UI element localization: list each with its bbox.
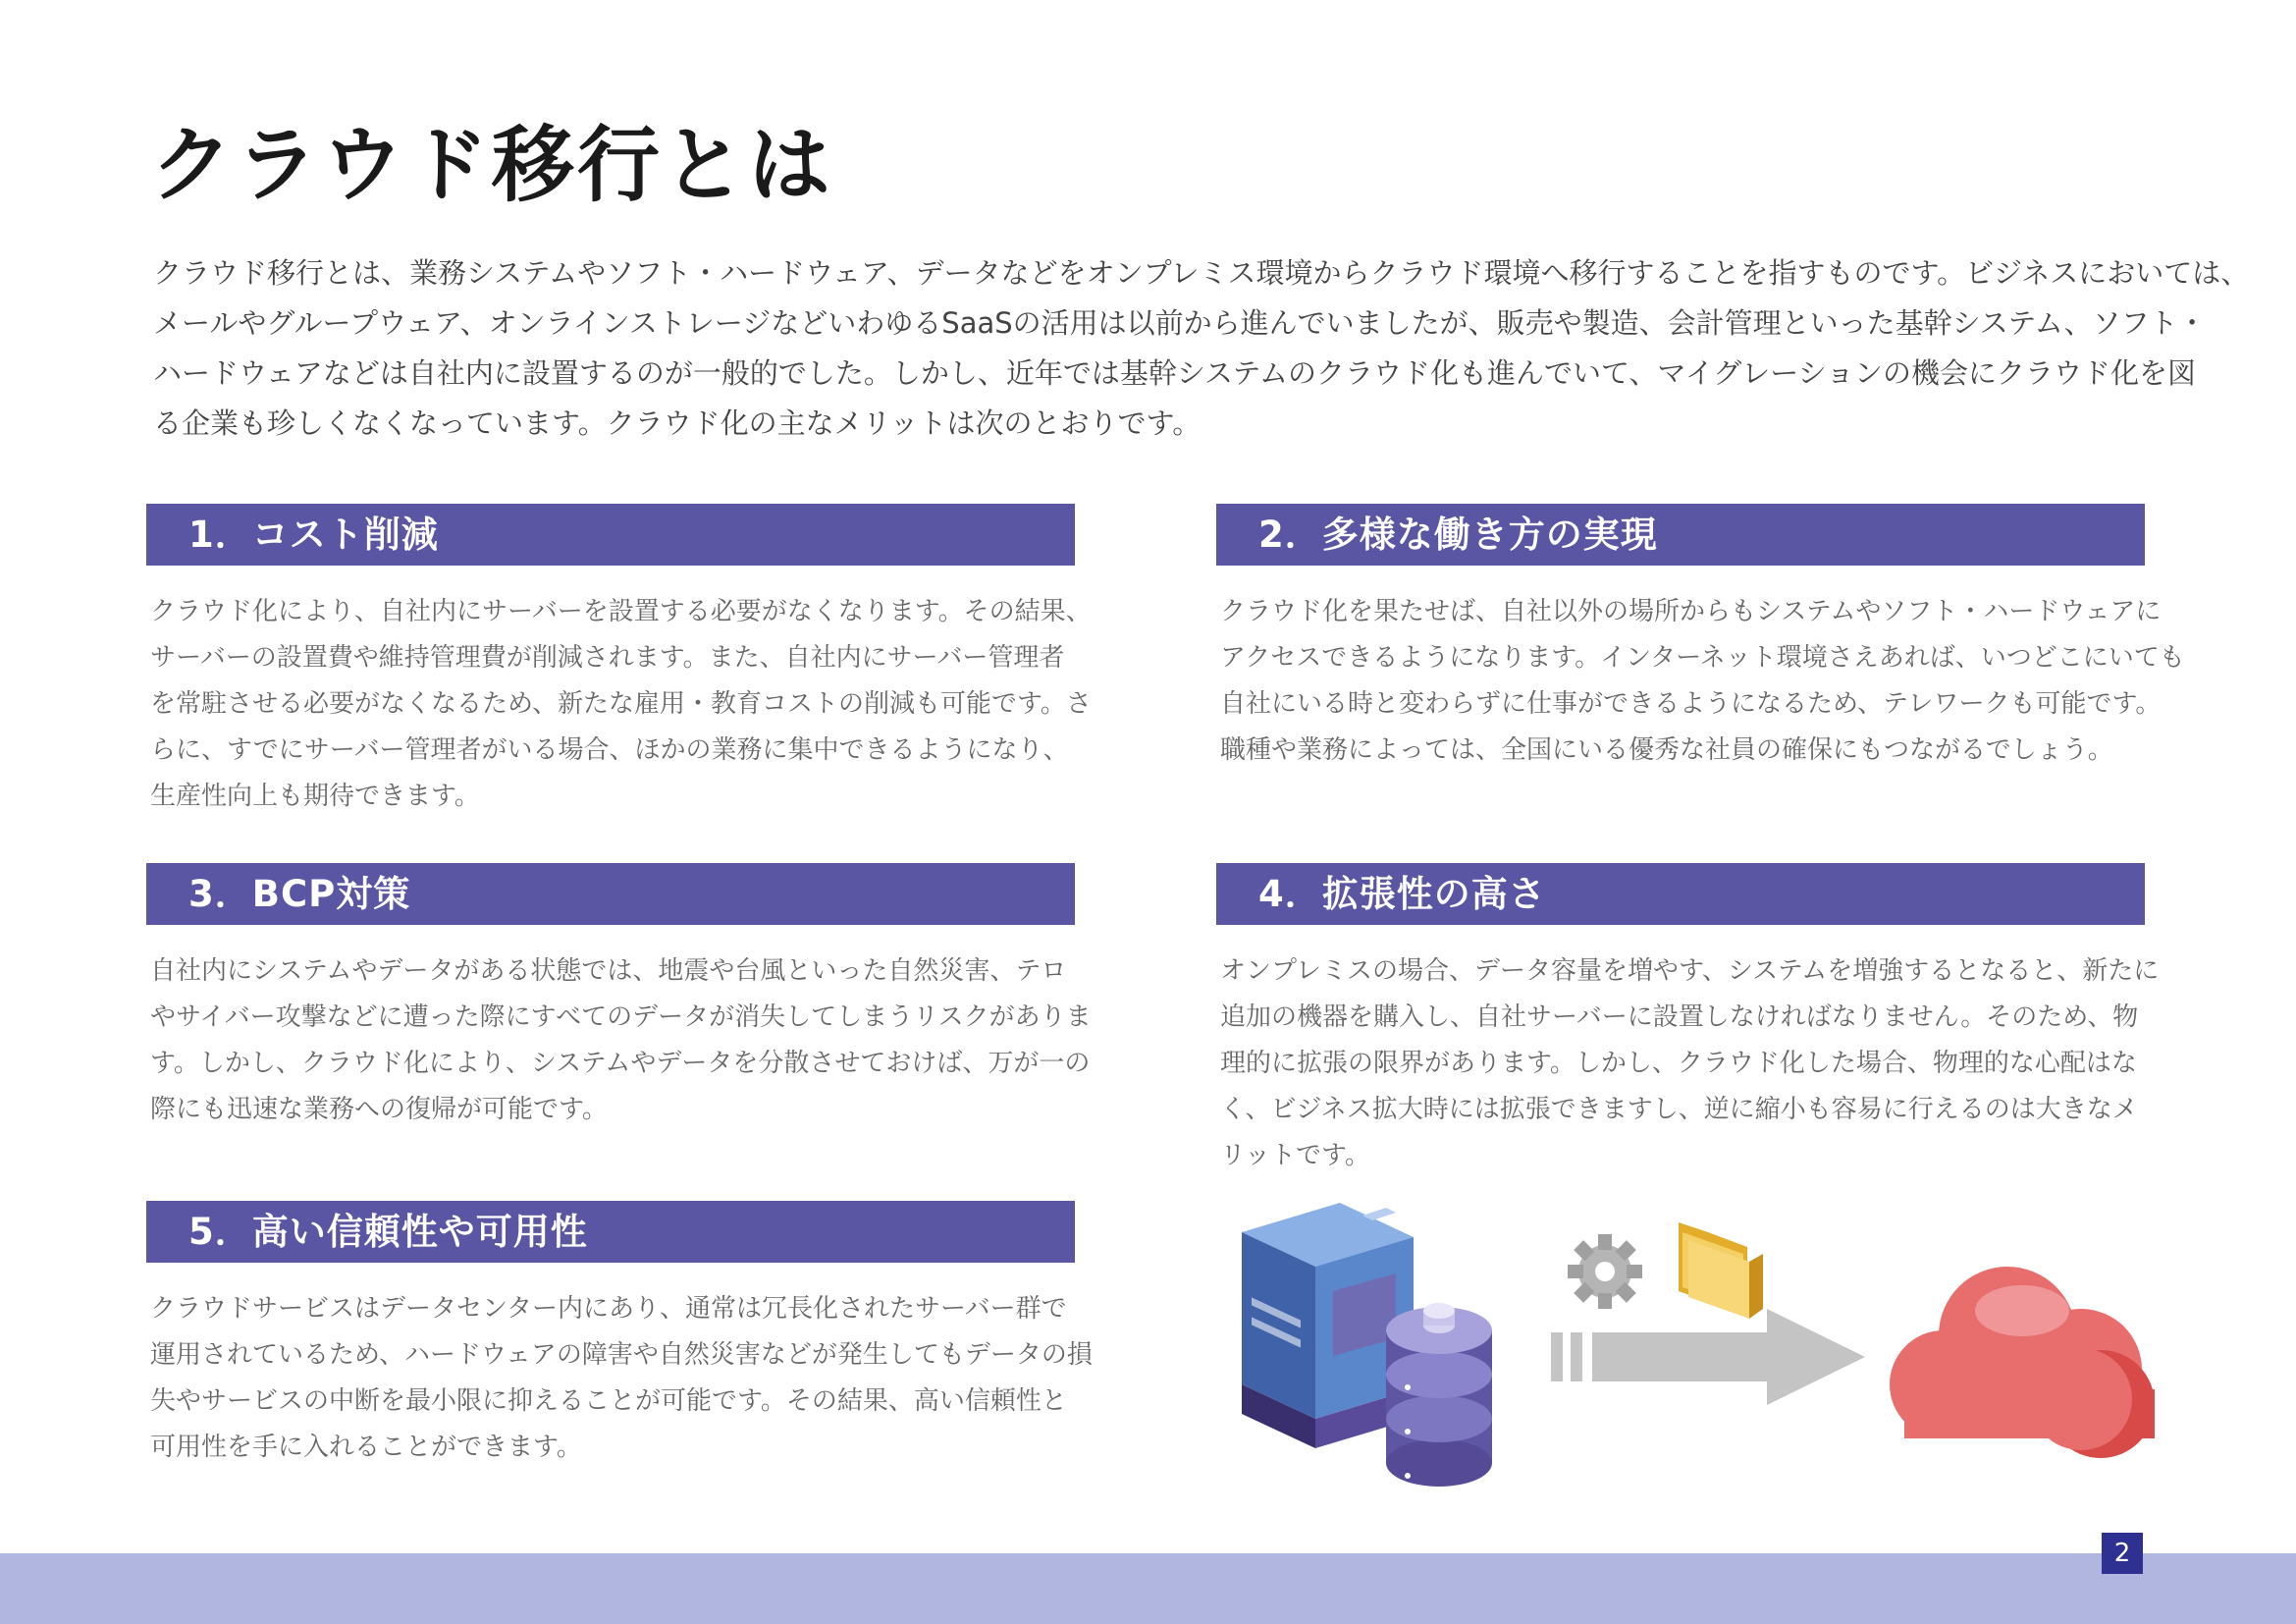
- section-line: リットです。: [1220, 1141, 1370, 1170]
- section-line: 可用性を手に入れることができます。: [150, 1433, 582, 1462]
- section-cost-reduction: [146, 504, 1092, 820]
- section-line: 職種や業務によっては、全国にいる優秀な社員の確保にもつながるでしょう。: [1220, 735, 2113, 765]
- section-line: やサイバー攻撃などに遭った際にすべてのデータが消失してしまうリスクがありま: [150, 1002, 1092, 1032]
- section-heading: 4．拡張性の高さ: [1216, 863, 2145, 925]
- intro-line: メールやグループウェア、オンラインストレージなどいわゆるSaaSの活用は以前から進んでいましたが、販売や製造、会計管理といった基幹システム、ソフト・: [153, 306, 2207, 340]
- page-title: クラウド移行とは: [150, 117, 834, 213]
- section-body: [1216, 948, 2160, 1179]
- page-number: 2: [2102, 1533, 2143, 1574]
- section-scalability: [1216, 863, 2160, 1179]
- gear-icon: [1568, 1234, 1642, 1309]
- section-line: 追加の機器を購入し、自社サーバーに設置しなければなりません。そのため、物: [1220, 1002, 2139, 1032]
- database-icon: [1386, 1303, 1492, 1487]
- section-line: アクセスできるようになります。インターネット環境さえあれば、いつどこにいても: [1220, 643, 2185, 673]
- section-line: 運用されているため、ハードウェアの障害や自然災害などが発生してもデータの損: [150, 1340, 1093, 1370]
- footer-bar: [0, 1553, 2296, 1624]
- section-line: 失やサービスの中断を最小限に抑えることが可能です。その結果、高い信頼性と: [150, 1386, 1067, 1416]
- section-body: [146, 948, 1092, 1133]
- cloud-icon: [1890, 1267, 2155, 1458]
- section-body: [1216, 589, 2185, 774]
- section-bcp: [146, 863, 1092, 1133]
- section-heading: 1．コスト削減: [146, 504, 1075, 566]
- section-reliability: [146, 1201, 1093, 1471]
- arrow-right-icon: [1551, 1309, 1865, 1405]
- section-line: 際にも迅速な業務への復帰が可能です。: [150, 1095, 608, 1124]
- intro-paragraph: [153, 248, 2250, 449]
- section-line: 自社内にシステムやデータがある状態では、地震や台風といった自然災害、テロ: [150, 956, 1067, 986]
- section-body: [146, 589, 1092, 820]
- folder-icon: [1679, 1222, 1763, 1319]
- section-line: クラウド化により、自社内にサーバーを設置する必要がなくなります。その結果、: [150, 597, 1092, 626]
- section-heading: 2．多様な働き方の実現: [1216, 504, 2145, 566]
- section-line: サーバーの設置費や維持管理費が削減されます。また、自社内にサーバー管理者: [150, 643, 1065, 673]
- cloud-migration-illustration: [1217, 1193, 2169, 1488]
- intro-line: クラウド移行とは、業務システムやソフト・ハードウェア、データなどをオンプレミス環境からクラウド環境へ移行することを指すものです。ビジネスにおいては、: [153, 256, 2250, 290]
- section-line: す。しかし、クラウド化により、システムやデータを分散させておけば、万が一の: [150, 1049, 1091, 1078]
- section-line: クラウド化を果たせば、自社以外の場所からもシステムやソフト・ハードウェアに: [1220, 597, 2162, 626]
- section-line: クラウドサービスはデータセンター内にあり、通常は冗長化されたサーバー群で: [150, 1294, 1067, 1324]
- intro-line: る企業も珍しくなくなっています。クラウド化の主なメリットは次のとおりです。: [153, 406, 1201, 440]
- section-line: を常駐させる必要がなくなるため、新たな雇用・教育コストの削減も可能です。さ: [150, 689, 1092, 719]
- section-line: 自社にいる時と変わらずに仕事ができるようになるため、テレワークも可能です。: [1220, 689, 2162, 719]
- section-line: 理的に拡張の限界があります。しかし、クラウド化した場合、物理的な心配はな: [1220, 1049, 2137, 1078]
- intro-line: ハードウェアなどは自社内に設置するのが一般的でした。しかし、近年では基幹システムのクラウド化も進んでいて、マイグレーションの機会にクラウド化を図: [153, 356, 2197, 390]
- section-heading: 3．BCP対策: [146, 863, 1075, 925]
- section-line: く、ビジネス拡大時には拡張できますし、逆に縮小も容易に行えるのは大きなメ: [1220, 1095, 2138, 1124]
- section-line: オンプレミスの場合、データ容量を増やす、システムを増強するとなると、新たに: [1220, 956, 2160, 986]
- section-body: [146, 1286, 1093, 1471]
- section-heading: 5．高い信頼性や可用性: [146, 1201, 1075, 1263]
- section-line: 生産性向上も期待できます。: [150, 782, 480, 811]
- section-work-styles: [1216, 504, 2185, 774]
- section-line: らに、すでにサーバー管理者がいる場合、ほかの業務に集中できるようになり、: [150, 735, 1069, 765]
